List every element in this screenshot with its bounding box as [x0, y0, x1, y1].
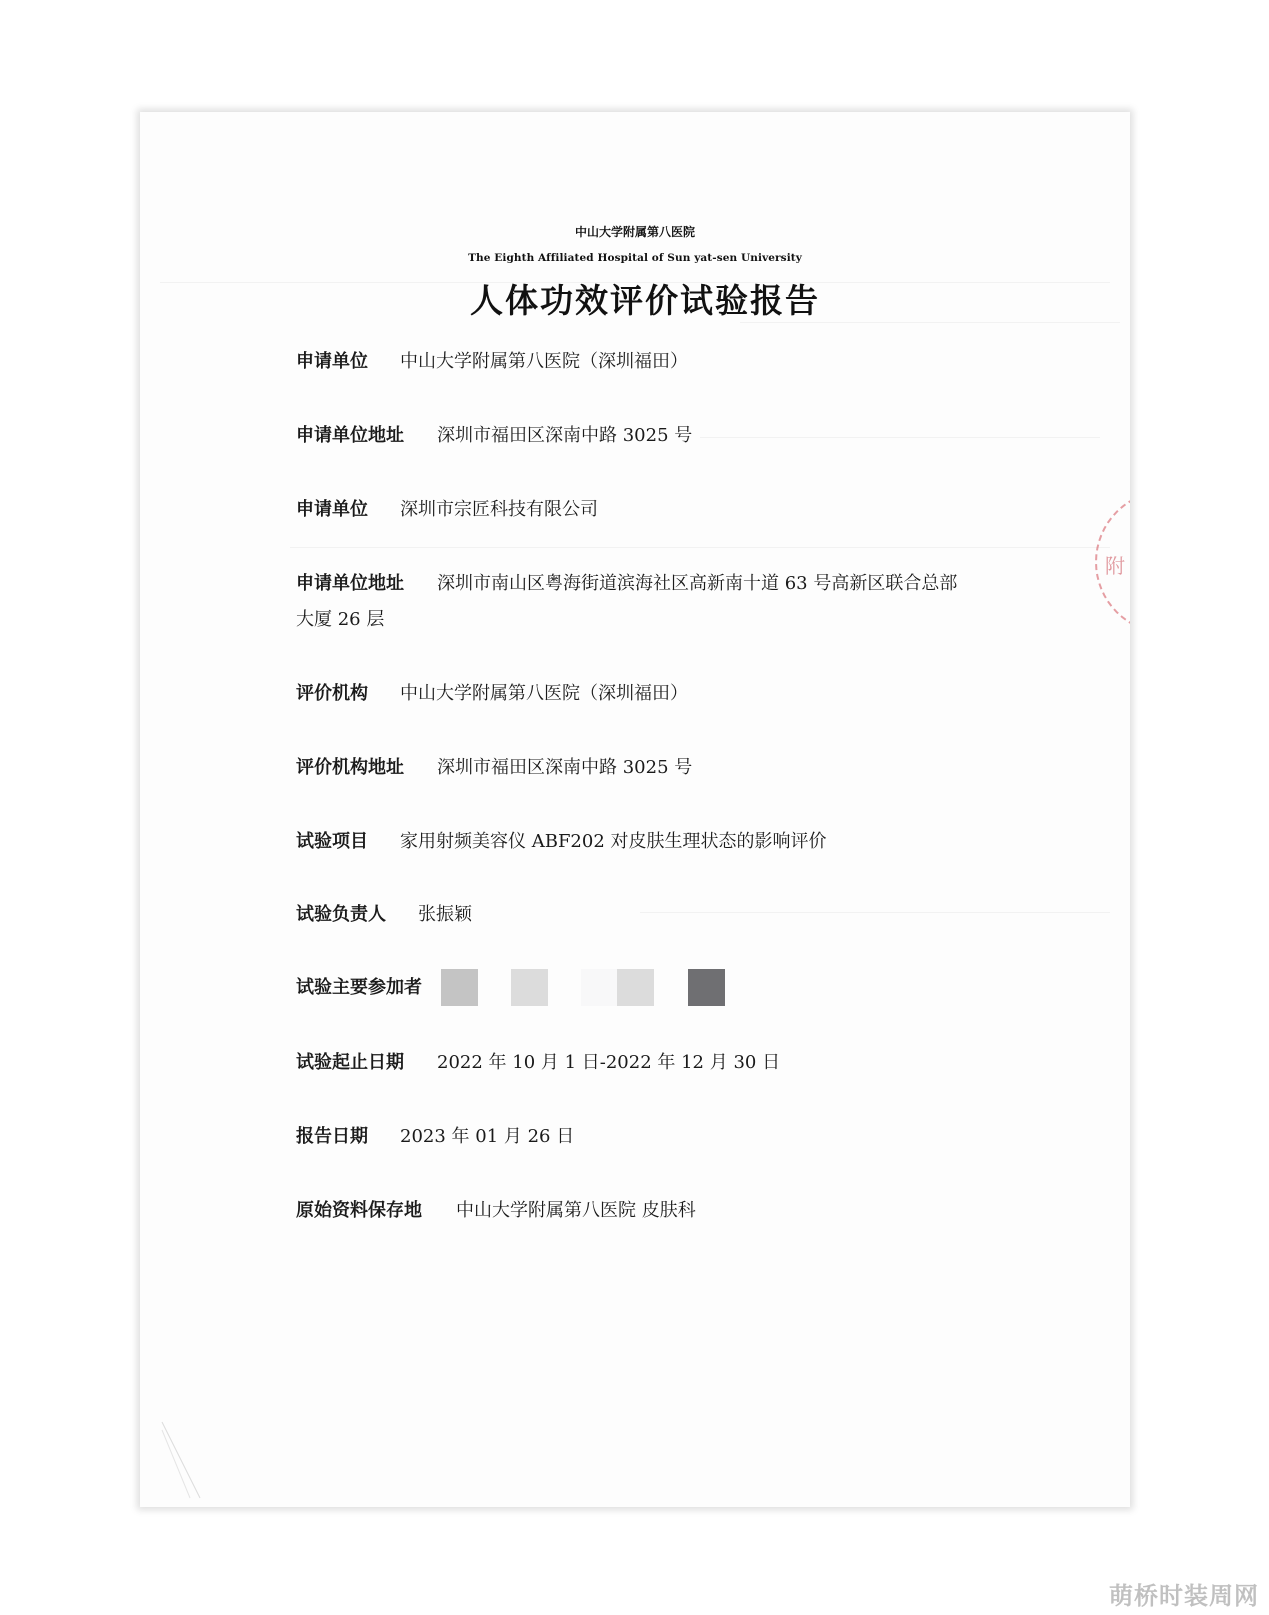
redacted-name-block: [581, 969, 618, 1006]
field-label: 试验起止日期: [296, 1052, 404, 1073]
field-label: 申请单位: [296, 499, 368, 520]
field-label: 试验负责人: [296, 904, 386, 925]
field-lead: [296, 897, 996, 933]
field-value: 2022 年 10 月 1 日-2022 年 12 月 30 日: [437, 1052, 781, 1073]
field-label: 原始资料保存地: [296, 1200, 422, 1221]
field-value: 张振颖: [418, 904, 472, 925]
redacted-name-block: [688, 969, 725, 1006]
field-archive: [296, 1193, 996, 1229]
field-label: 报告日期: [296, 1126, 368, 1147]
field-label: 评价机构地址: [296, 757, 404, 778]
field-period: [296, 1045, 996, 1081]
redacted-name-block: [617, 969, 654, 1006]
field-label: 申请单位: [296, 351, 368, 372]
hospital-name-en: The Eighth Affiliated Hospital of Sun yat-sen University: [468, 252, 802, 264]
site-watermark: 萌桥时装周网: [1109, 1582, 1259, 1610]
field-value: 中山大学附属第八医院（深圳福田）: [400, 351, 688, 372]
seal-clip: [140, 112, 1130, 1507]
field-applicant-1: [296, 344, 996, 380]
scan-fold-mark: [160, 1420, 215, 1500]
seal-text: 附: [1105, 554, 1125, 578]
field-value: 2023 年 01 月 26 日: [400, 1126, 575, 1147]
field-evaluator-address: [296, 750, 996, 786]
field-value: 深圳市宗匠科技有限公司: [400, 499, 598, 520]
hospital-name-cn: 中山大学附属第八医院: [574, 225, 695, 239]
field-label: 试验主要参加者: [296, 977, 422, 998]
field-value: 深圳市福田区深南中路 3025 号: [437, 425, 693, 446]
redacted-name-block: [511, 969, 548, 1006]
field-value: 深圳市南山区粤海街道滨海社区高新南十道 63 号高新区联合总部: [437, 573, 958, 594]
field-value: 家用射频美容仪 ABF202 对皮肤生理状态的影响评价: [400, 831, 827, 852]
field-project: [296, 824, 996, 860]
field-applicant-2: [296, 492, 996, 528]
field-applicant-2-address: [296, 566, 996, 638]
field-applicant-1-address: [296, 418, 996, 454]
field-evaluator: [296, 676, 996, 712]
field-label: 申请单位地址: [296, 573, 404, 594]
field-label: 申请单位地址: [296, 425, 404, 446]
hospital-seal: [1095, 490, 1130, 634]
field-label: 试验项目: [296, 831, 368, 852]
field-value-continued: 大厦 26 层: [296, 609, 385, 630]
field-label: 评价机构: [296, 683, 368, 704]
field-value: 深圳市福田区深南中路 3025 号: [437, 757, 693, 778]
redacted-name-block: [441, 969, 478, 1006]
field-value: 中山大学附属第八医院 皮肤科: [456, 1200, 696, 1221]
field-value: 中山大学附属第八医院（深圳福田）: [400, 683, 688, 704]
field-report-date: [296, 1119, 996, 1155]
report-title: 人体功效评价试验报告: [470, 281, 820, 320]
